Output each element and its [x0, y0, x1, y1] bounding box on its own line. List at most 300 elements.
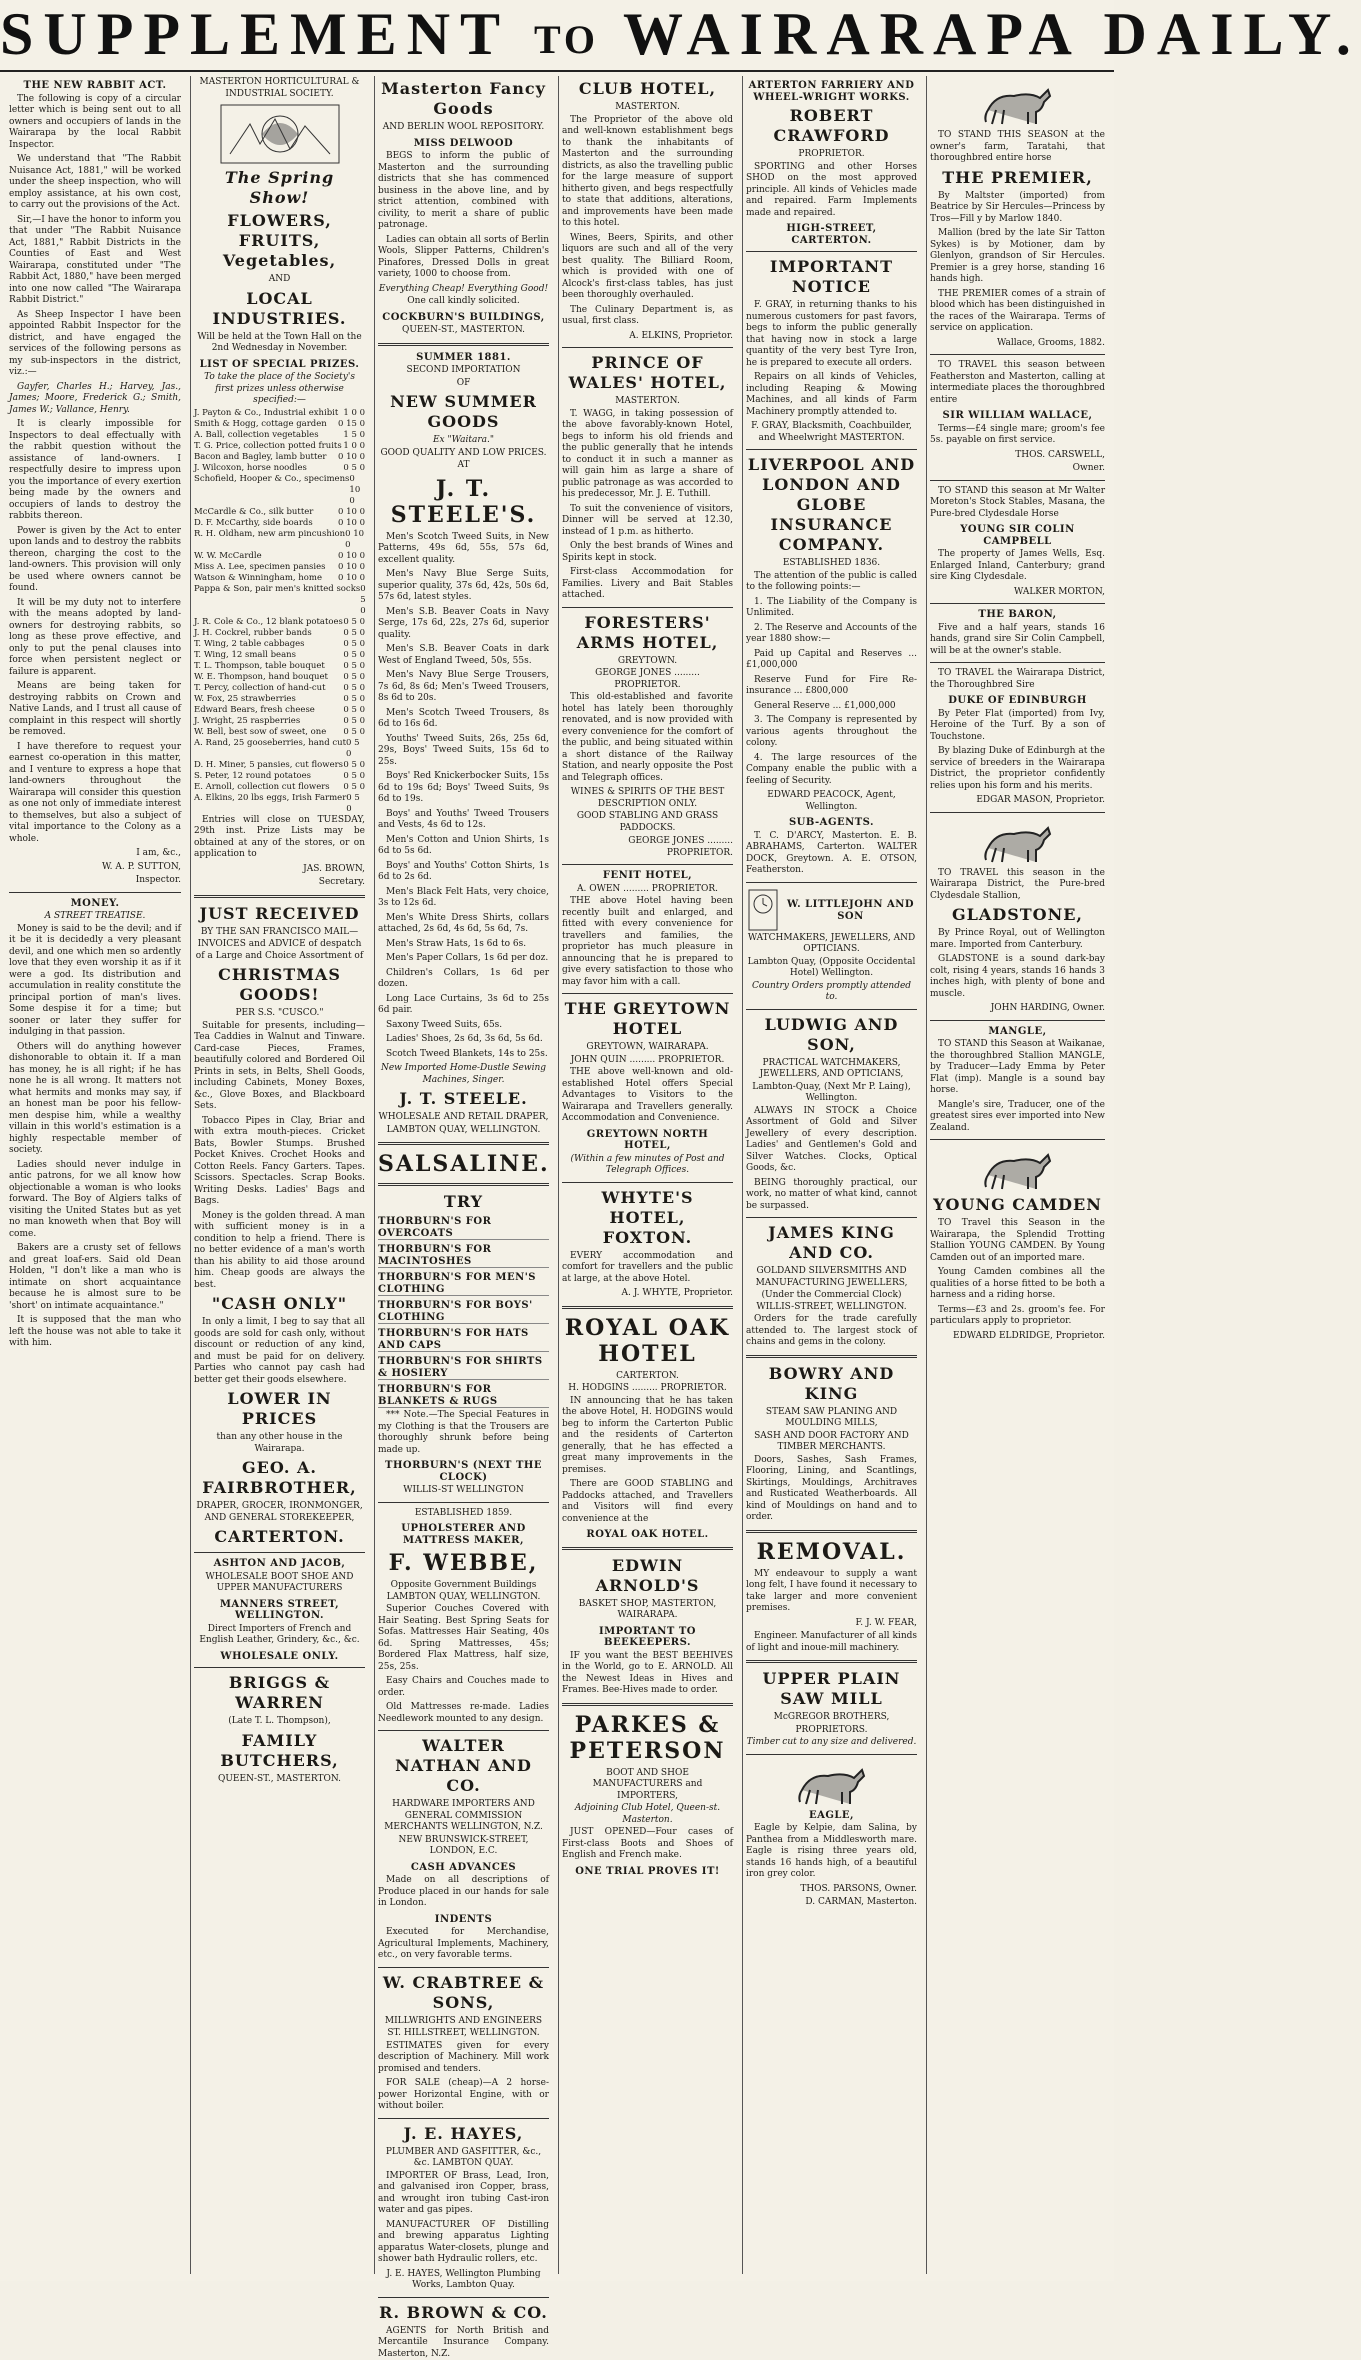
divider [930, 480, 1105, 481]
camden-p3: Terms—£3 and 2s. groom's fee. For particulars apply to proprietor. [930, 1305, 1105, 1328]
prize-amount: 0 5 0 [343, 672, 365, 683]
duke-p2: By blazing Duke of Edinburgh at the service of breeders in the Wairarapa District, the proprietor confidently relies upon his form and his merits. [930, 746, 1105, 792]
prize-row [194, 529, 365, 551]
baron-p: Five and a half years, stands 16 hands, grand sire Sir Colin Campbell, will be at the owner's stable. [930, 623, 1105, 658]
lambton-quay-2: Lambton Quay, (Opposite Occidental Hotel) Wellington. [746, 957, 917, 980]
campbell-terms: Terms—£4 single mare; groom's fee 5s. payable on first service. [930, 424, 1105, 447]
ro-location: CARTERTON. [562, 1371, 733, 1383]
prize-amount: 1 0 0 [343, 441, 365, 452]
prize-name: W. Bell, best sow of sweet, one [194, 727, 343, 738]
prince-p2: To suit the convenience of visitors, Dinner will be served at 12.30, instead of 1 p.m. as hitherto. [562, 504, 733, 539]
than-others: than any other house in the Wairarapa. [194, 1432, 365, 1455]
prize-name: Edward Bears, fresh cheese [194, 705, 343, 716]
prize-amount: 0 5 0 [343, 705, 365, 716]
christmas-goods-heading: CHRISTMAS GOODS! [194, 965, 365, 1005]
tuesday: TO TRAVEL this season in the Wairarapa District, the Pure-bred Clydesdale Stallion, [930, 868, 1105, 903]
prize-row [194, 650, 365, 661]
lg-line: General Reserve ... £1,000,000 [746, 701, 917, 713]
whyte-sig: A. J. WHYTE, Proprietor. [562, 1288, 733, 1300]
prize-name: T. Wing, 12 small beans [194, 650, 343, 661]
prize-amount: 1 0 0 [343, 408, 365, 419]
suit-line: Men's S.B. Beaver Coats in dark West of England Tweed, 50s, 55s. [378, 644, 549, 667]
prize-amount: 0 10 0 [338, 573, 365, 584]
greytown-p: THE above well-known and old-established Hotel offers Special Advantages to Visitors to the Wairarapa and Travellers generally. Accommodation and Convenience. [562, 1067, 733, 1125]
webbe-address: Opposite Government Buildings LAMBTON QUAY, WELLINGTON. [378, 1580, 549, 1603]
fancy-p1: BEGS to inform the public of Masterton and the surrounding districts that she has commenced business in the above line, and by strict attention, combined with civility, to merit a share of public patronage. [378, 151, 549, 232]
cash-advances: CASH ADVANCES [378, 1862, 549, 1874]
money-title: MONEY. [9, 898, 181, 910]
try-heading: TRY [378, 1192, 549, 1212]
prize-amount: 0 5 0 [343, 639, 365, 650]
suit-line: Men's Scotch Tweed Trousers, 8s 6d to 16s 6d. [378, 708, 549, 731]
premier-p1: By Maltster (imported) from Beatrice by Sir Hercules—Princess by Tros—Fill y by Marlow 1840. [930, 191, 1105, 226]
prize-row [194, 573, 365, 584]
manners-street: MANNERS STREET, WELLINGTON. [194, 1599, 365, 1622]
new-brunswick: NEW BRUNSWICK-STREET, LONDON, E.C. [378, 1835, 549, 1858]
briggs-warren: BRIGGS & WARREN [194, 1673, 365, 1713]
lg-line: Reserve Fund for Fire Re-insurance ... £800,000 [746, 675, 917, 698]
money-subtitle: A STREET TREATISE. [9, 911, 181, 923]
prize-name: T. Percy, collection of hand-cut [194, 683, 343, 694]
prize-name: W. Fox, 25 strawberries [194, 694, 343, 705]
divider [562, 347, 733, 348]
prize-name: Miss A. Lee, specimen pansies [194, 562, 338, 573]
gladstone-p1: By Prince Royal, out of Wellington mare. Imported from Canterbury. [930, 928, 1105, 951]
prize-row [194, 661, 365, 672]
thorburn-next: THORBURN'S (NEXT THE CLOCK) [378, 1460, 549, 1483]
young-sir-colin: YOUNG SIR COLIN CAMPBELL [930, 524, 1105, 547]
sub-names: T. C. D'ARCY, Masterton. E. B. ABRAHAMS, Carterton. WALTER DOCK, Greytown. A. E. OTSON, Featherston. [746, 831, 917, 877]
whytes-hotel: WHYTE'S HOTEL, FOXTON. [562, 1188, 733, 1248]
rabbit-names: Gayfer, Charles H.; Harvey, Jas., James; Moore, Frederick G.; Smith, James W.; Vallance, Henry. [9, 382, 181, 417]
george-sig: GEORGE JONES ......... PROPRIETOR. [562, 836, 733, 859]
thorburn-line: THORBURN'S FOR OVERCOATS [378, 1216, 549, 1240]
walker-morton: WALKER MORTON, [930, 587, 1105, 599]
prize-name: A. Ball, collection vegetables [194, 430, 343, 441]
eagle: EAGLE, [746, 1810, 917, 1822]
littlejohn: W. LITTLEJOHN AND SON [784, 899, 917, 922]
prize-name: Schofield, Hooper & Co., specimens [194, 474, 349, 507]
country-orders: Country Orders promptly attended to. [746, 981, 917, 1004]
prize-name: T. Wing, 2 table cabbages [194, 639, 343, 650]
thorburn-line: THORBURN'S FOR SHIRTS & HOSIERY [378, 1356, 549, 1380]
divider [746, 1009, 917, 1010]
eldridge: EDWARD ELDRIDGE, Proprietor. [930, 1331, 1105, 1343]
crabtree: W. CRABTREE & SONS, [378, 1973, 549, 2013]
gray-p1: F. GRAY, in returning thanks to his numerous customers for past favors, begs to inform the public generally that having now in stock a large quantity of the very best Tyre Iron, he is prepared to execute all orders. [746, 300, 917, 369]
prize-row [194, 672, 365, 683]
crawford-name: ROBERT CRAWFORD [746, 106, 917, 146]
liverpool-insurance: LIVERPOOL AND LONDON AND GLOBE INSURANCE COMPANY. [746, 455, 917, 555]
prize-amount: 0 5 0 [343, 716, 365, 727]
prize-name: J. Wilcoxon, horse noodles [194, 463, 343, 474]
money-p2: Others will do anything however dishonorable to obtain it. If a man has money, he is all right; if he has none he is all wrong. It matters not what hermits and monks may say, if an honest man be poor his fellow-men despise him, while a wealthy villain in this world's estimation is a highly respectable member of society. [9, 1042, 181, 1157]
divider [378, 2297, 549, 2298]
divider [746, 1660, 917, 1663]
carswell: THOS. CARSWELL, [930, 450, 1105, 462]
young-camden: YOUNG CAMDEN [930, 1195, 1105, 1215]
spring-show-title: The Spring Show! [194, 168, 365, 208]
prize-name: Bacon and Bagley, lamb butter [194, 452, 338, 463]
direct-importers: Direct Importers of French and English Leather, Grindery, &c., &c. [194, 1624, 365, 1647]
prize-row [194, 727, 365, 738]
lg-p: The attention of the public is called to the following points:— [746, 571, 917, 594]
travel: TO TRAVEL this season between Featherston and Masterton, calling at intermediate places the thoroughbred entire [930, 360, 1105, 406]
beekeepers: IMPORTANT TO BEEKEEPERS. [562, 1626, 733, 1649]
removal: REMOVAL. [746, 1539, 917, 1565]
suit-line: Men's S.B. Beaver Coats in Navy Serge, 17s 6d, 22s, 27s 6d, superior quality. [378, 607, 549, 642]
cash-only-heading: "CASH ONLY" [194, 1294, 365, 1314]
masthead-right: WAIRARAPA DAILY. [623, 1, 1361, 67]
premier-p3: THE PREMIER comes of a strain of blood which has been distinguished in the races of the Wairarapa. Terms of service on application. [930, 289, 1105, 335]
webbe-p1: Superior Couches Covered with Hair Seating. Best Spring Seats for Sofas. Mattresses Hair Seating, 40s 6d. Spring Mattresses, 45s; Bordered Flax Mattress, half size, 25s, 25s. [378, 1604, 549, 1673]
foresters-location: GREYTOWN. [562, 656, 733, 668]
society-crest-illustration [220, 104, 340, 164]
column-6 [926, 76, 1108, 2274]
prize-name: J. Payton & Co., Industrial exhibit [194, 408, 343, 419]
lg-line: 1. The Liability of the Company is Unlimited. [746, 597, 917, 620]
new-summer-goods: NEW SUMMER GOODS [378, 392, 549, 432]
parsons: THOS. PARSONS, Owner. [746, 1884, 917, 1896]
carman: D. CARMAN, Masterton. [746, 1897, 917, 1909]
elkins-sig: A. ELKINS, Proprietor. [562, 331, 733, 343]
gladstone: GLADSTONE, [930, 905, 1105, 925]
mangle-p2: Mangle's sire, Traducer, one of the greatest sires ever imported into New Zealand. [930, 1100, 1105, 1135]
jts-signature: J. T. STEELE. [378, 1089, 549, 1109]
hayes-signature: J. E. HAYES, Wellington Plumbing Works, Lambton Quay. [378, 2269, 549, 2292]
briggs-late: (Late T. L. Thompson), [194, 1716, 365, 1728]
prize-row [194, 694, 365, 705]
prize-amount: 0 5 0 [346, 738, 365, 760]
salsaline-heading: SALSALINE. [378, 1151, 549, 1177]
thorburn-line: THORBURN'S FOR HATS AND CAPS [378, 1328, 549, 1352]
prince-p3: Only the best brands of Wines and Spirits kept in stock. [562, 541, 733, 564]
money-p3: Ladies should never indulge in antic patrons, for we all know how objectionable a woman is who looks forward. The Boy of Algiers talks of visiting the United States but as yet no man knoweth when that Boy will come. [9, 1160, 181, 1241]
boot-manufacturers: BOOT AND SHOE MANUFACTURERS and IMPORTERS, [562, 1768, 733, 1803]
prize-amount: 0 15 0 [338, 419, 365, 430]
divider [378, 1183, 549, 1186]
tawhai: TO TRAVEL the Wairarapa District, the Thoroughbred Sire [930, 668, 1105, 691]
masthead-title [0, 0, 1114, 74]
prize-row [194, 452, 365, 463]
prize-amount: 0 5 0 [343, 617, 365, 628]
cusco-line: PER S.S. "CUSCO." [194, 1008, 365, 1020]
rabbit-sig3: Inspector. [9, 875, 181, 887]
columns [6, 76, 1108, 2274]
divider [562, 1547, 733, 1550]
suit-line: Men's Scotch Tweed Suits, in New Patterns, 49s 6d, 55s, 57s 6d, excellent quality. [378, 532, 549, 567]
entries-note: Entries will close on TUESDAY, 29th inst. Prize Lists may be obtained at any of the stores, or on application to [194, 815, 365, 861]
rabbit-p2: We understand that "The Rabbit Nuisance Act, 1881," will be worked under the sheep inspection, who will employ assistance, at his own cost, to carry out the provisions of the Act. [9, 154, 181, 212]
important-notice: IMPORTANT NOTICE [746, 257, 917, 297]
brown-co: R. BROWN & CO. [378, 2303, 549, 2323]
divider [746, 882, 917, 883]
prize-name: Pappa & Son, pair men's knitted socks [194, 584, 360, 617]
thorburn-line: THORBURN'S FOR BOYS' CLOTHING [378, 1300, 549, 1324]
divider [562, 1182, 733, 1183]
prize-amount: 0 5 0 [343, 683, 365, 694]
lg-line: 3. The Company is represented by various agents throughout the colony. [746, 715, 917, 750]
ro-p1: IN announcing that he has taken the above Hotel, H. HODGINS would beg to inform the Carterton Public and the residents of Carterton generally, that he has effected a great many improvements in the premises. [562, 1396, 733, 1477]
divider [194, 1552, 365, 1553]
fancy-p2: Ladies can obtain all sorts of Berlin Wools, Slipper Patterns, Children's Pinafores, Dressed Dolls in great variety, 1000 to choose from. [378, 235, 549, 281]
prize-name: S. Peter, 12 round potatoes [194, 771, 343, 782]
premier: THE PREMIER, [930, 168, 1105, 188]
duke-of-edinburgh: DUKE OF EDINBURGH [930, 695, 1105, 707]
greytown-hotel: THE GREYTOWN HOTEL [562, 999, 733, 1039]
webbe-p2: Easy Chairs and Couches made to order. [378, 1676, 549, 1699]
manufacturer: MANUFACTURER OF Distilling and brewing apparatus Lighting apparatus Water-closets, plunge and shower bath Hydraulic rollers, etc. [378, 2220, 549, 2266]
suit-line: Men's Paper Collars, 1s 6d per doz. [378, 953, 549, 965]
secretary-title: Secretary. [194, 877, 365, 889]
prize-row [194, 463, 365, 474]
lg-line: 2. The Reserve and Accounts of the year 1880 show:— [746, 623, 917, 646]
engineer: Engineer. Manufacturer of all kinds of light and inoue-mill machinery. [746, 1631, 917, 1654]
prize-name: D. H. Miner, 5 pansies, cut flowers [194, 760, 343, 771]
ro-name: ROYAL OAK HOTEL. [562, 1529, 733, 1541]
campbell-p: The property of James Wells, Esq. Enlarged Inland, Canterbury; grand sire King Clydesdale. [930, 549, 1105, 584]
prize-name: T. L. Thompson, table bouquet [194, 661, 343, 672]
established: ESTABLISHED 1859. [378, 1508, 549, 1520]
prize-name: J. R. Cole & Co., 12 blank potatoes [194, 617, 343, 628]
ludwig-p1: ALWAYS IN STOCK a Choice Assortment of Gold and Silver Jewellery of every description. Ladies' and Gentlemen's Gold and Silver Watches. Clocks, Optical Goods, &c. [746, 1106, 917, 1175]
littlejohn-block [746, 888, 917, 932]
rabbit-p4: As Sheep Inspector I have been appointed Rabbit Inspector for the district, and have engaged the services of the following persons as my sub-inspectors in the district, viz.:— [9, 310, 181, 379]
column-4 [558, 76, 736, 2274]
club-p2: Wines, Beers, Spirits, and other liquors are such and all of the very best quality. The Billiard Room, which is provided with one of Alcock's first-class tables, has just been thoroughly overhauled. [562, 233, 733, 302]
practical: PRACTICAL WATCHMAKERS, JEWELLERS, AND OPTICIANS, [746, 1058, 917, 1081]
thorburn-line: THORBURN'S FOR BLANKETS & RUGS [378, 1384, 549, 1408]
prize-row [194, 562, 365, 573]
estimates: ESTIMATES given for every description of Machinery. Mill work promised and tenders. [378, 2041, 549, 2076]
suit-line: Men's Navy Blue Serge Trousers, 7s 6d, 8s 6d; Men's Tweed Trousers, 8s 6d to 20s. [378, 670, 549, 705]
upholsterer: UPHOLSTERER AND MATTRESS MAKER, [378, 1523, 549, 1546]
divider [930, 354, 1105, 355]
camden-p2: Young Camden combines all the qualities of a horse fitted to be both a harness and a riding horse. [930, 1267, 1105, 1302]
thorburn-list [378, 1216, 549, 1408]
suit-line: Men's Cotton and Union Shirts, 1s 6d to 5s 6d. [378, 835, 549, 858]
divider [562, 1703, 733, 1706]
divider [746, 1530, 917, 1533]
new-imported: New Imported Home-Dustle Sewing Machines, Singer. [378, 1063, 549, 1086]
divider [378, 2118, 549, 2119]
cash-advances-p: Made on all descriptions of Produce placed in our hands for sale in London. [378, 1875, 549, 1910]
prize-amount: 0 5 0 [343, 650, 365, 661]
within-minutes: (Within a few minutes of Post and Telegraph Offices. [562, 1154, 733, 1177]
berlin-wool: AND BERLIN WOOL REPOSITORY. [378, 122, 549, 134]
fairbrother-name: GEO. A. FAIRBROTHER, [194, 1458, 365, 1498]
whytes-p: EVERY accommodation and comfort for travellers and the public at large, at the above Hotel. [562, 1251, 733, 1286]
horse-illustration [978, 80, 1058, 126]
importer: IMPORTER OF Brass, Lead, Iron, and galvanised iron Copper, brass, and wrought iron tubing Cast-iron water and gas pipes. [378, 2171, 549, 2217]
divider [9, 892, 181, 893]
sash-door: SASH AND DOOR FACTORY AND TIMBER MERCHANTS. [746, 1431, 917, 1454]
prize-amount: 0 10 0 [338, 518, 365, 529]
established-1836: ESTABLISHED 1836. [746, 558, 917, 570]
james-king: JAMES KING AND CO. [746, 1223, 917, 1263]
lg-line: Paid up Capital and Reserves ... £1,000,000 [746, 649, 917, 672]
steam-saw: STEAM SAW PLANING AND MOULDING MILLS, [746, 1407, 917, 1430]
webbe-p3: Old Mattresses re-made. Ladies Needlework mounted to any design. [378, 1702, 549, 1725]
ro-p2: There are GOOD STABLING and Paddocks attached, and Travellers and Visitors will find every convenience at the [562, 1479, 733, 1525]
lg-list [746, 597, 917, 788]
san-francisco-mail: BY THE SAN FRANCISCO MAIL— [194, 927, 365, 939]
fear-sig: F. J. W. FEAR, [746, 1618, 917, 1630]
indents-p: Executed for Merchandise, Agricultural Implements, Machinery, etc., on very favorable terms. [378, 1927, 549, 1962]
fancy-goods-title: Masterton Fancy Goods [378, 79, 549, 119]
suits-list [378, 532, 549, 1061]
prize-amount: 0 5 0 [343, 727, 365, 738]
prize-row [194, 683, 365, 694]
eagle-p: Eagle by Kelpie, dam Salina, by Panthea from a Middlesworth mare. Eagle is rising three years old, stands 16 hands high, of a beautiful iron grey color. [746, 1823, 917, 1881]
cusco-p3: Money is the golden thread. A man with sufficient money is in a condition to help a friend. There is no better evidence of a man's worth than his ability to aid those around him. Cheap goods are always the best. [194, 1211, 365, 1292]
prize-row [194, 584, 365, 617]
divider [930, 603, 1105, 604]
queen-st: QUEEN-ST., MASTERTON. [378, 325, 549, 337]
suit-line: Men's White Dress Shirts, collars attached, 2s 6d, 4s 6d, 5s 6d, 7s. [378, 913, 549, 936]
good-quality: GOOD QUALITY AND LOW PRICES. [378, 448, 549, 460]
summer-1881: SUMMER 1881. [378, 352, 549, 364]
suit-line: Boys' and Youths' Cotton Shirts, 1s 6d to 2s 6d. [378, 861, 549, 884]
parkes-peterson: PARKES & PETERSON [562, 1712, 733, 1764]
webbe-name: F. WEBBE, [378, 1550, 549, 1576]
suit-line: Saxony Tweed Suits, 65s. [378, 1020, 549, 1032]
ludwig: LUDWIG AND SON, [746, 1015, 917, 1055]
fairbrother-trades: DRAPER, GROCER, IRONMONGER, AND GENERAL STOREKEEPER, [194, 1501, 365, 1524]
james-p: Orders for the trade carefully attended to. The largest stock of chains and gems in the colony. [746, 1314, 917, 1349]
prize-amount: 1 5 0 [343, 430, 365, 441]
walter-nathan: WALTER NATHAN AND CO. [378, 1736, 549, 1796]
bowry-p: Doors, Sashes, Sash Frames, Flooring, Lining, and Scantlings, Skirtings, Mouldings, Architraves and Rusticated Weatherboards. All kind of Mouldings on hand and to order. [746, 1455, 917, 1524]
indents: INDENTS [378, 1914, 549, 1926]
rabbit-sig2: W. A. P. SUTTON, [9, 862, 181, 874]
parkes-p: JUST OPENED—Four cases of First-class Boots and Shoes of English and French make. [562, 1827, 733, 1862]
greytown-location: GREYTOWN, WAIRARAPA. [562, 1042, 733, 1054]
prize-row [194, 716, 365, 727]
prize-name: A. Elkins, 20 lbs eggs, Irish Farmer [194, 793, 346, 815]
prize-amount: 0 5 0 [343, 661, 365, 672]
and-word: AND [194, 274, 365, 286]
wallace-sig: Wallace, Grooms, 1882. [930, 338, 1105, 350]
masthead-left: SUPPLEMENT [0, 1, 509, 67]
prize-name: W. E. Thompson, hand bouquet [194, 672, 343, 683]
suit-line: Men's Black Felt Hats, very choice, 3s to 12s 6d. [378, 887, 549, 910]
wholesale-only: WHOLESALE ONLY. [194, 1651, 365, 1663]
club-location: MASTERTON. [562, 102, 733, 114]
thorburn-line: THORBURN'S FOR MEN'S CLOTHING [378, 1272, 549, 1296]
family-butchers: FAMILY BUTCHERS, [194, 1731, 365, 1771]
suit-line: Children's Collars, 1s 6d per dozen. [378, 968, 549, 991]
duke-p1: By Peter Flat (imported) from Ivy, Heroine of the Turf. By a son of Touchstone. [930, 709, 1105, 744]
prince-p4: First-class Accommodation for Families. Livery and Bait Stables attached. [562, 567, 733, 602]
prize-name: J. H. Cockrel, rubber bands [194, 628, 343, 639]
one-trial: ONE TRIAL PROVES IT! [562, 1866, 733, 1878]
upper-plain: UPPER PLAIN SAW MILL [746, 1669, 917, 1709]
just-received-heading: JUST RECEIVED [194, 904, 365, 924]
prize-amount: 0 5 0 [360, 584, 365, 617]
prize-name: McCardle & Co., silk butter [194, 507, 338, 518]
club-p3: The Culinary Department is, as usual, first class. [562, 305, 733, 328]
cusco-p1: Suitable for presents, including—Tea Caddies in Walnut and Tinware. Card-case Pieces, Frames, beautifully colored and Bordered Oil Prints in sets, in Belts, Shell Goods, including Cabinets, Money Boxes, &c., Glove Boxes, and Blackboard Sets. [194, 1021, 365, 1113]
harding: JOHN HARDING, Owner. [930, 1003, 1105, 1015]
watchmakers: WATCHMAKERS, JEWELLERS, AND OPTICIANS. [746, 933, 917, 956]
mangle: MANGLE, [930, 1026, 1105, 1038]
divider [562, 1306, 733, 1309]
gray-sig: F. GRAY, Blacksmith, Coachbuilder, and Wheelwright MASTERTON. [746, 421, 917, 444]
suit-line: Men's Straw Hats, 1s 6d to 6s. [378, 939, 549, 951]
gray-p2: Repairs on all kinds of Vehicles, including Reaping & Mowing Machines, and all kinds of Farm Machinery promptly attended to. [746, 372, 917, 418]
cusco-p2: Tobacco Pipes in Clay, Briar and with extra mouth-pieces. Cricket Bats, Bowler Stumps. Brushed Pocket Knives. Crochet Hooks and Cotton Reels. Fancy Garters. Tapes. Scissors. Spectacles. Scrap Books. Writing Desks. Ladies' Bags and Bags. [194, 1116, 365, 1208]
mcgregor: McGREGOR BROTHERS, [746, 1712, 917, 1724]
masthead [0, 0, 1114, 72]
club-p1: The Proprietor of the above old and well-known establishment begs to thank the inhabitants of Masterton and the surrounding districts, as also the travelling public for the large measure of support hitherto given, and begs respectfully to state that additions, alterations, and improvements have been made to this hotel. [562, 115, 733, 230]
column-1 [6, 76, 184, 2274]
special-prizes-title: LIST OF SPECIAL PRIZES. [194, 359, 365, 371]
rabbit-p6: Power is given by the Act to enter upon lands and to destroy the rabbits thereon, charging the cost to the land-owners. This provision will only be used where owners cannot be found. [9, 526, 181, 595]
divider [194, 895, 365, 898]
suit-line: Ladies' Shoes, 2s 6d, 3s 6d, 5s 6d. [378, 1034, 549, 1046]
divider [378, 1502, 549, 1503]
crawford-prop: PROPRIETOR. [746, 149, 917, 161]
divider [562, 864, 733, 865]
money-p4: Bakers are a crusty set of fellows and great loaf-ers. Said old Dean Holden, "I don't like a man who is intimate on short acquaintance because he is almost sure to be 'short' on intimate acquaintance." [9, 1243, 181, 1312]
ludwig-p2: BEING thoroughly practical, our work, no matter of what kind, cannot be surpassed. [746, 1178, 917, 1213]
society-title: MASTERTON HORTICULTURAL & INDUSTRIAL SOCIETY. [194, 77, 365, 100]
prize-row [194, 760, 365, 771]
premier-p2: Mallion (bred by the late Sir Tatton Sykes) is by Motioner, dam by Glenlyon, grandson of Sir Hercules. Premier is a grey horse, standing 16 hands high. [930, 228, 1105, 286]
mangle-p1: TO STAND this Season at Waikanae, the thoroughbred Stallion MANGLE, by Traducer—Lady Emma by Peter Flat (imp). Mangle is a sound bay horse. [930, 1039, 1105, 1097]
hayes: J. E. HAYES, [378, 2124, 549, 2144]
divider [378, 1967, 549, 1968]
for-sale: FOR SALE (cheap)—A 2 horse-power Horizontal Engine, with or without boiler. [378, 2078, 549, 2113]
timber-cut: Timber cut to any size and delivered. [746, 1737, 917, 1749]
rabbit-p1: The following is copy of a circular letter which is being sent out to all owners and occupiers of lands in the Wairarapa by the local Rabbit Inspector. [9, 94, 181, 152]
flowers-fruits-heading: FLOWERS, FRUITS, Vegetables, [194, 211, 365, 271]
prize-amount: 0 10 0 [338, 551, 365, 562]
divider [746, 251, 917, 252]
hardware-importers: HARDWARE IMPORTERS AND GENERAL COMMISSION MERCHANTS WELLINGTON, N.Z. [378, 1799, 549, 1834]
horse-illustration [978, 1145, 1058, 1191]
rabbit-p8: Means are being taken for destroying rabbits on Crown and Native Lands, and I trust all cause of complaint in this respect will shortly be removed. [9, 681, 181, 739]
plumber: PLUMBER AND GASFITTER, &c., &c. LAMBTON QUAY. [378, 2147, 549, 2170]
steele-heading: J. T. STEELE'S. [378, 476, 549, 528]
edwin-arnold: EDWIN ARNOLD'S [562, 1556, 733, 1596]
show-date: Will be held at the Town Hall on the 2nd Wednesday in November. [194, 332, 365, 355]
brown-p: AGENTS for North British and Mercantile Insurance Company. Masterton, N.Z. [378, 2326, 549, 2360]
lg-line: 4. The large resources of the Company enable the public with a feeling of Security. [746, 753, 917, 788]
prize-amount: 0 10 0 [338, 452, 365, 463]
camden-p1: TO Travel this Season in the Wairarapa, the Splendid Trotting Stallion YOUNG CAMDEN. By Young Camden out of an imported mare. [930, 1218, 1105, 1264]
royal-oak: ROYAL OAK HOTEL [562, 1315, 733, 1367]
rabbit-p5: It is clearly impossible for Inspectors to deal effectually with the rabbit question without the assistance of land-owners. I respectfully desire to impress upon you the importance of every exertion being made by the owners and occupiers of lands to destroy the rabbits thereon. [9, 419, 181, 523]
prize-row [194, 738, 365, 760]
basket-shop: BASKET SHOP, MASTERTON, WAIRARAPA. [562, 1599, 733, 1622]
prize-amount: 0 5 0 [343, 694, 365, 705]
lambton-quay: LAMBTON QUAY, WELLINGTON. [378, 1125, 549, 1137]
ex-waitara: Ex "Waitara." [378, 435, 549, 447]
wr-draper: WHOLESALE AND RETAIL DRAPER, [378, 1112, 549, 1124]
money-p5: It is supposed that the man who left the house was not able to take it with him. [9, 1315, 181, 1350]
divider [930, 1139, 1105, 1140]
suit-line: Men's Navy Blue Serge Suits, superior quality, 37s 6d, 42s, 50s 6d, 57s 6d, latest styles. [378, 569, 549, 604]
queen-st-masterton: QUEEN-ST., MASTERTON. [194, 1774, 365, 1786]
edgar-mason: EDGAR MASON, Proprietor. [930, 795, 1105, 807]
ludwig-address: Lambton-Quay, (Next Mr P. Laing), Wellington. [746, 1082, 917, 1105]
everything-cheap: Everything Cheap! Everything Good! [378, 284, 549, 296]
prize-row [194, 474, 365, 507]
greytown-north: GREYTOWN NORTH HOTEL, [562, 1129, 733, 1152]
local-industries-heading: LOCAL INDUSTRIES. [194, 289, 365, 329]
